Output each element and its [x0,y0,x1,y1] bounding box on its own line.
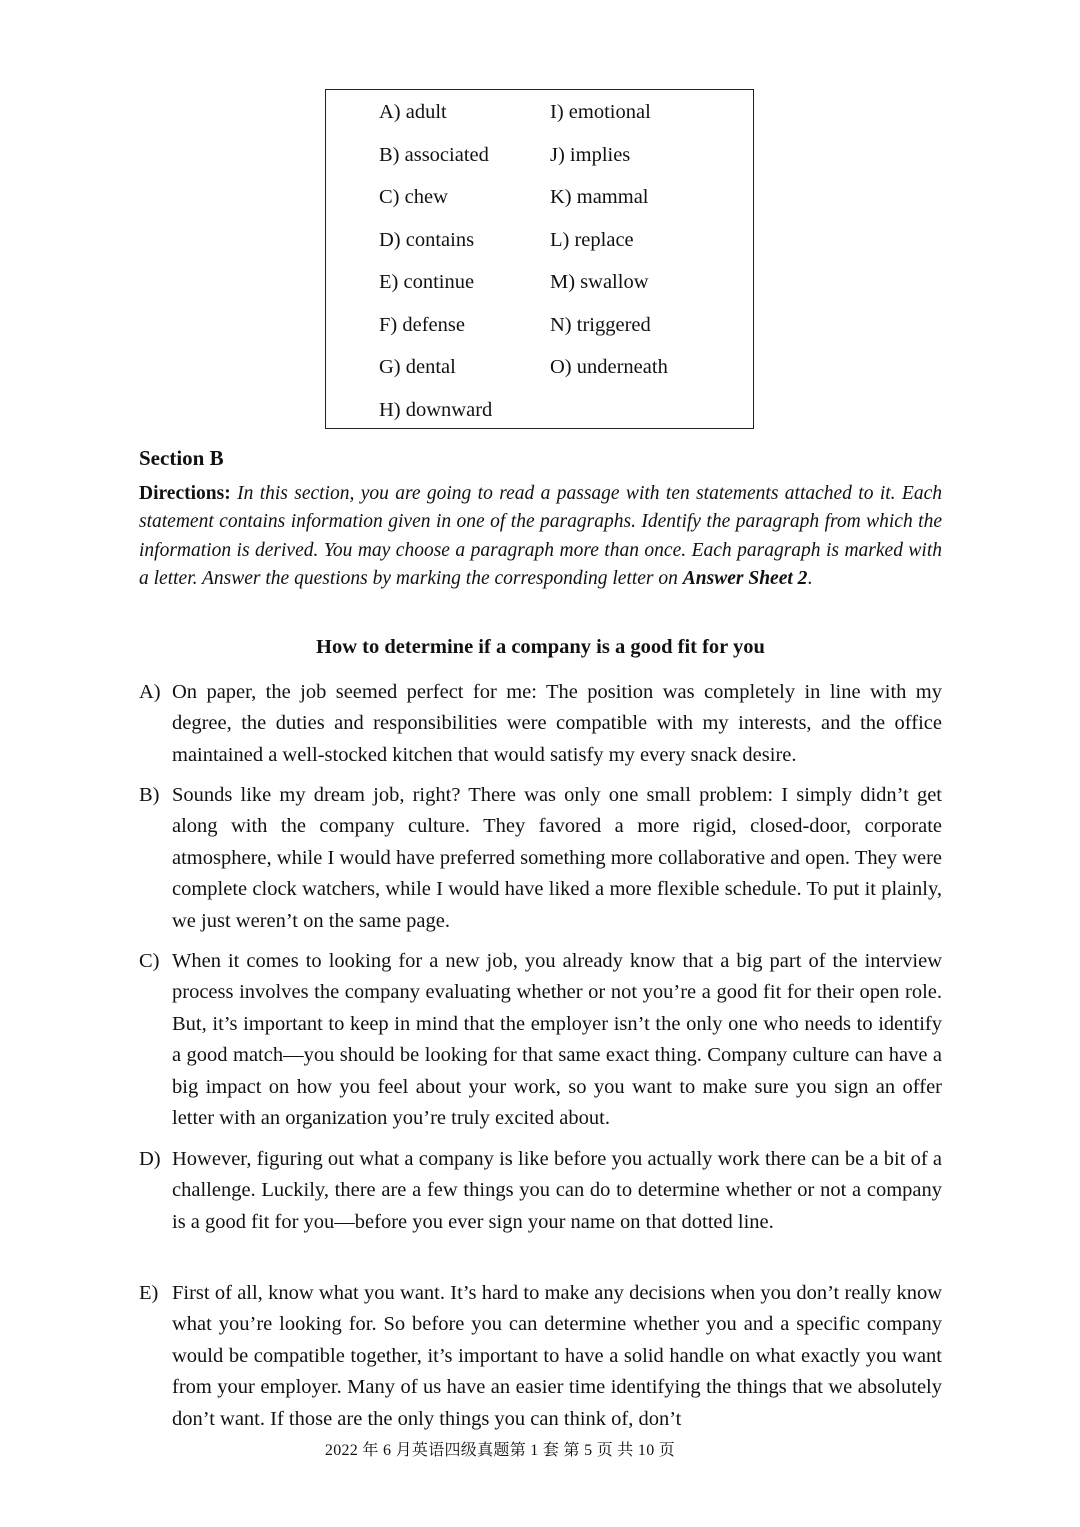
directions-end: . [807,568,813,590]
word-bank-box [325,89,754,429]
section-title: Section B [139,446,224,470]
paragraph-e [139,1278,942,1435]
paragraph-a [139,677,942,771]
paragraph-b [139,780,942,937]
paragraph-text: On paper, the job seemed perfect for me: The position was completely in line with my degree, the duties and responsibilities were compatible with my interests, and the office maintained a well-stocked kitchen that would satisfy my every snack desire. [172,681,942,766]
directions-text: In this section, you are going to read a passage with ten statements attached to it. Each statement contains information given in one of the paragraphs. Identify the paragraph from which the information is derived. You may choose a paragraph more than once. Each paragraph is marked with a letter. Answer the questions by marking the corresponding letter on [139,483,942,590]
word-option: O) underneath [550,356,668,378]
passage-title: How to determine if a company is a good fit for you [316,636,765,658]
paragraph-letter: A) [139,681,161,703]
page-footer: 2022 年 6 月英语四级真题第 1 套 第 5 页 共 10 页 [324,1442,676,1459]
word-option: F) defense [379,313,465,336]
paragraph-letter: E) [139,1282,159,1304]
paragraph-letter: D) [139,1148,161,1170]
directions [139,480,942,594]
word-option: H) downward [379,398,493,421]
word-option: J) implies [550,143,631,166]
directions-label: Directions: [139,483,231,504]
paragraph-letter: B) [139,784,160,806]
paragraph-text: First of all, know what you want. It’s hard to make any decisions when you don’t really know what you’re looking for. So before you can determine whether you and a specific company would be compatible together, it’s important to have a solid handle on what exactly you want from your employer. Many of us have an easier time identifying the things that we absolutely don’t want. If those are the only things you can think of, don’t [172,1282,942,1430]
word-option: I) emotional [550,101,651,123]
word-option: L) replace [550,228,634,251]
word-option: B) associated [379,143,489,166]
word-option: N) triggered [550,313,651,336]
word-option: A) adult [379,101,447,123]
word-bank-left-column [379,98,492,438]
answer-sheet-reference: Answer Sheet 2 [682,568,808,590]
paragraph-text: Sounds like my dream job, right? There was only one small problem: I simply didn’t get along with the company culture. They favored a more rigid, closed-door, corporate atmosphere, while I would have preferred something more collaborative and open. They were complete clock watchers, while I would have liked a more flexible schedule. To put it plainly, we just weren’t on the same page. [172,784,942,932]
word-option: K) mammal [550,186,649,208]
paragraph-d [139,1144,942,1238]
word-bank-right-column [550,98,668,396]
paragraph-text: However, figuring out what a company is like before you actually work there can be a bit of a challenge. Luckily, there are a few things you can do to determine whether or not a company is a good fit for you—before you ever sign your name on that dotted line. [172,1148,942,1233]
word-option: M) swallow [550,271,649,293]
paragraph-letter: C) [139,950,160,972]
word-option: C) chew [379,186,448,208]
paragraph-c [139,946,942,1134]
word-option: D) contains [379,228,475,251]
word-option: G) dental [379,356,456,378]
word-option: E) continue [379,271,475,293]
paragraph-text: When it comes to looking for a new job, you already know that a big part of the interview process involves the company evaluating whether or not you’re a good fit for their open role. But, it’s important to keep in mind that the employer isn’t the only one who needs to identify a good match—you should be looking for that same exact thing. Company culture can have a big impact on how you feel about your work, so you want to make sure you sign an offer letter with an organization you’re truly excited about. [172,950,942,1130]
